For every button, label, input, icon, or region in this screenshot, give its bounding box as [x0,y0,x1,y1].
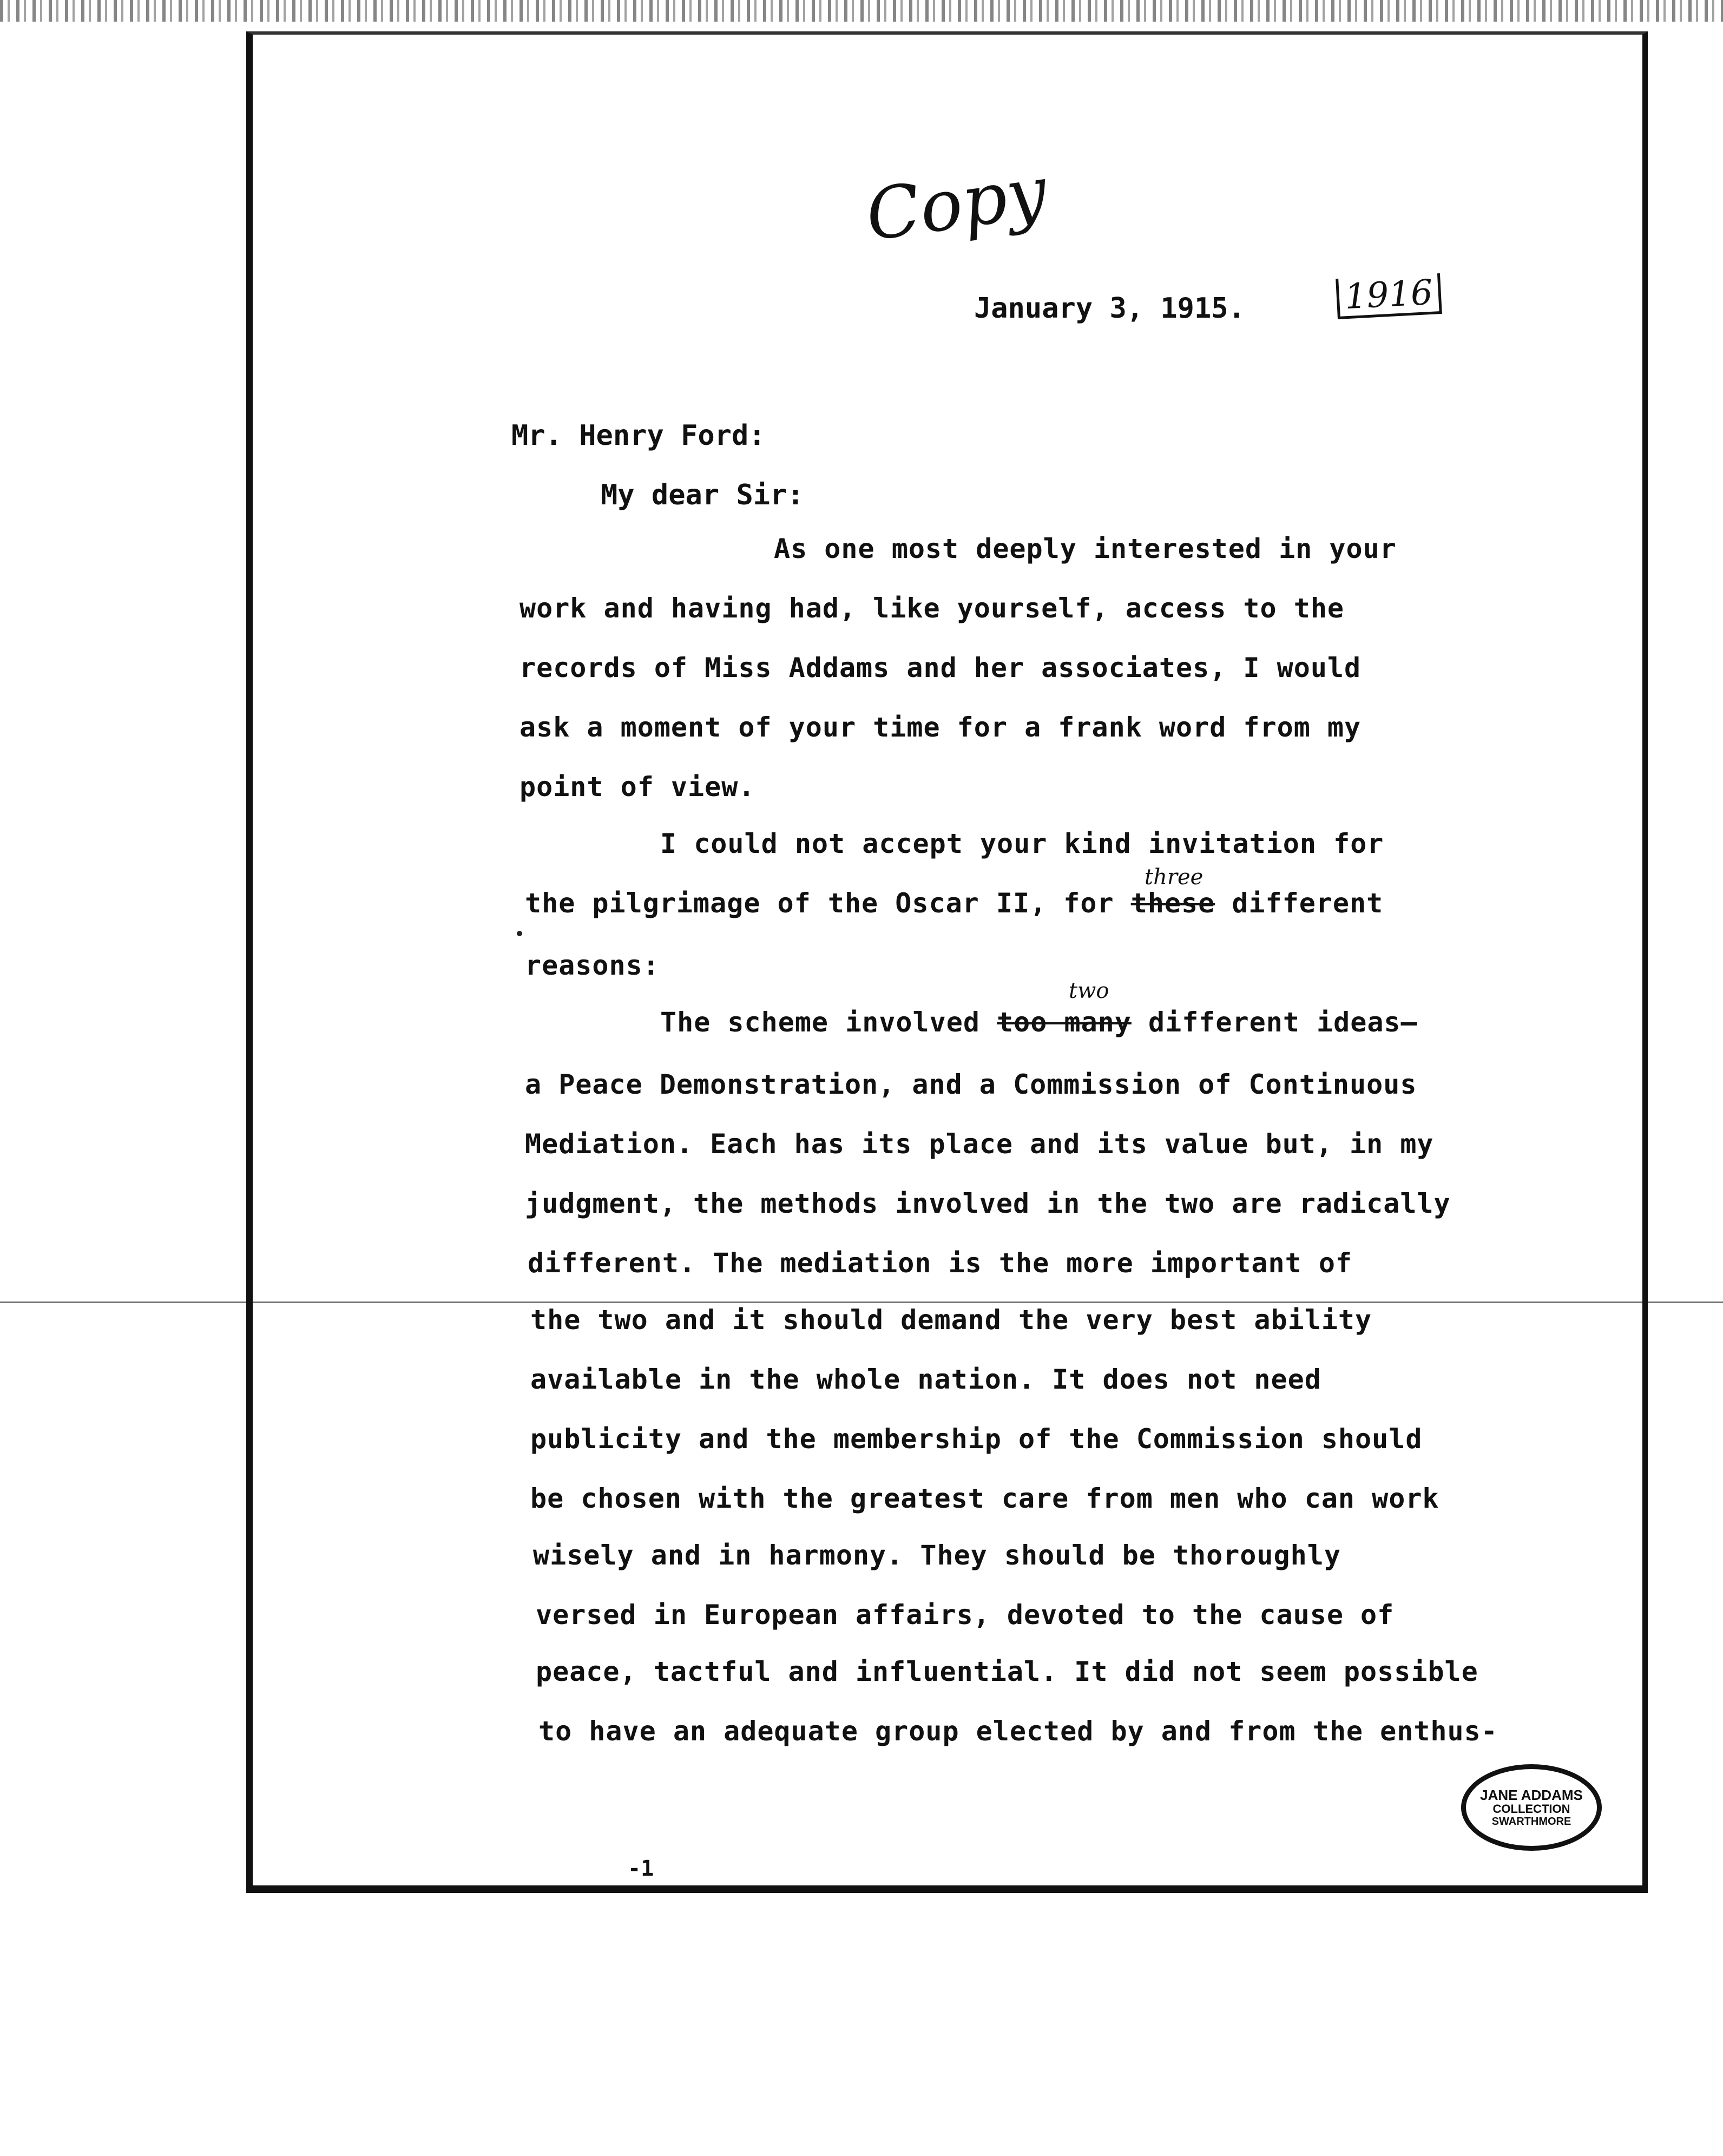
scan-top-edge [0,0,1723,22]
body-line: Mediation. Each has its place and its value but, in my [525,1128,1434,1160]
body-line: wisely and in harmony. They should be thoroughly [533,1540,1341,1571]
handwritten-insert-two: two [1069,978,1109,1003]
body-line-part: The scheme involved [660,1007,997,1038]
body-line-with-correction [660,1007,1418,1038]
collection-stamp [1461,1764,1602,1851]
stamp-line: JANE ADDAMS [1480,1786,1583,1803]
body-line: reasons: [525,950,660,981]
stamp-line: COLLECTION [1492,1802,1570,1816]
body-line: work and having had, like yourself, access to the [519,593,1345,624]
copy-handwritten-mark: Copy [861,150,1052,257]
struck-word: these [1130,888,1215,919]
body-line: available in the whole nation. It does not need [530,1364,1321,1395]
body-line: peace, tactful and influential. It did not seem possible [536,1656,1478,1687]
handwritten-insert-three: three [1145,865,1204,890]
body-line: publicity and the membership of the Commission should [530,1423,1423,1455]
body-line: records of Miss Addams and her associates, I would [519,652,1362,683]
body-line: ask a moment of your time for a frank word from my [519,712,1362,743]
greeting-line: My dear Sir: [601,479,804,511]
margin-mark [517,931,522,936]
body-line: I could not accept your kind invitation for [660,828,1384,859]
body-line: be chosen with the greatest care from men who can work [530,1483,1439,1514]
body-line: the two and it should demand the very best ability [530,1304,1372,1336]
body-line-with-correction [525,888,1383,919]
body-line-part: different ideas— [1131,1007,1418,1038]
struck-word: too many [997,1007,1132,1038]
body-line: point of view. [519,771,755,803]
body-line: a Peace Demonstration, and a Commission of Continuous [525,1069,1417,1100]
body-line-part: the pilgrimage of the Oscar II, for [525,888,1131,919]
body-line: different. The mediation is the more important of [528,1247,1353,1279]
body-line: to have an adequate group elected by and from the enthus- [538,1715,1498,1747]
body-line-part: different [1215,888,1384,919]
page-mark: -1 [628,1856,654,1881]
recipient-line: Mr. Henry Ford: [511,419,766,452]
body-line: versed in European affairs, devoted to the cause of [536,1599,1395,1631]
year-annotation: 1916 [1336,273,1442,319]
body-line: As one most deeply interested in your [774,533,1397,564]
body-line: judgment, the methods involved in the two are radically [525,1188,1451,1219]
stamp-line: SWARTHMORE [1491,1816,1571,1828]
letter-date: January 3, 1915. [974,292,1245,325]
